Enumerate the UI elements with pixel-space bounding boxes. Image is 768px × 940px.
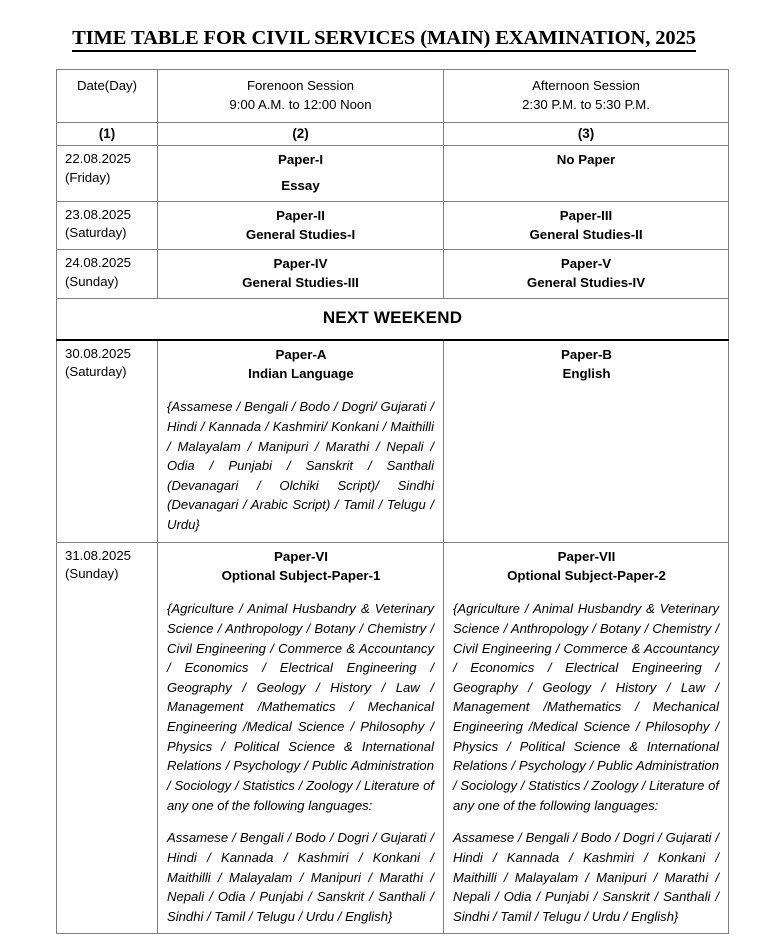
table-row (57, 340, 729, 543)
row-forenoon-cell (158, 201, 444, 250)
row-afternoon-cell (444, 201, 729, 250)
row-date: 23.08.2025 (65, 206, 132, 222)
afternoon-paper-subject: Optional Subject-Paper-2 (507, 568, 666, 584)
numbering-cell-3 (444, 123, 729, 146)
numbering-cell-1 (57, 123, 158, 146)
forenoon-paper-subject: Indian Language (248, 366, 354, 381)
row-day: (Sunday) (65, 566, 119, 582)
afternoon-paper-name: Paper-V (560, 256, 612, 272)
header-afternoon-time: 2:30 P.M. to 5:30 P.M. (522, 97, 650, 113)
table-row (57, 146, 729, 202)
afternoon-paper-subject: English (562, 366, 611, 381)
row-date-cell (57, 340, 158, 543)
next-weekend-label: NEXT WEEKEND (322, 307, 463, 327)
row-date: 22.08.2025 (65, 151, 132, 167)
forenoon-paper-name: Paper-II (276, 207, 325, 223)
forenoon-paper-subject: General Studies-III (242, 275, 359, 291)
row-afternoon-cell (444, 146, 729, 202)
forenoon-paper-name: Paper-A (275, 346, 327, 362)
page-title (0, 0, 768, 50)
row-day: (Friday) (65, 169, 111, 185)
table-numbering-row (57, 123, 729, 146)
column-number-3: (3) (577, 126, 595, 142)
row-forenoon-cell (158, 542, 444, 933)
row-date-cell (57, 542, 158, 933)
row-date-cell (57, 201, 158, 250)
row-date: 30.08.2025 (65, 345, 132, 361)
exam-timetable (56, 69, 729, 934)
row-afternoon-cell (444, 250, 729, 299)
row-date-cell (57, 250, 158, 299)
forenoon-paper-subject: Optional Subject-Paper-1 (221, 568, 381, 584)
column-number-2: (2) (292, 126, 309, 142)
column-number-1: (1) (98, 126, 116, 142)
row-day: (Sunday) (65, 273, 119, 289)
forenoon-paper-name: Paper-IV (273, 256, 328, 272)
next-weekend-divider-row (57, 298, 729, 340)
row-day: (Saturday) (65, 364, 127, 380)
row-forenoon-cell (158, 340, 444, 543)
forenoon-language-list: {Assamese / Bengali / Bodo / Dogri/ Gujarati / Hindi / Kannada / Kashmiri/ Konkani / Maithilli / Malayalam / Manipuri / Marathi / Nepali / Odia / Punjabi / Sanskrit / Santhali (Devanagari / Olchiki Script)/ Sindhi (Devanagari / Arabic Script) / Tamil / Telugu / Urdu} (167, 399, 434, 533)
row-date: 24.08.2025 (65, 255, 132, 271)
forenoon-paper-name: Paper-VI (274, 548, 328, 564)
header-cell-forenoon (158, 69, 444, 123)
afternoon-paper-subject: General Studies-II (529, 226, 643, 242)
table-header-row (57, 69, 729, 123)
forenoon-literature-languages-list: Assamese / Bengali / Bodo / Dogri / Gujarati / Hindi / Kannada / Kashmiri / Konkani / Maithilli / Malayalam / Manipuri / Marathi / Nepali / Odia / Punjabi / Sanskrit / Santhali / Sindhi / Tamil / Telugu / Urdu / English} (167, 830, 434, 924)
forenoon-paper-subject: General Studies-I (245, 226, 356, 242)
header-cell-date (57, 69, 158, 123)
row-forenoon-cell (158, 146, 444, 202)
afternoon-optional-subjects-list: {Agriculture / Animal Husbandry & Veterinary Science / Anthropology / Botany / Chemistry / Civil Engineering / Commerce & Accountancy / Economics / Electrical Engineering / Geography / Geology / History / Law / Management /Mathematics / Mechanical Engineering /Medical Science / Philosophy / Physics / Political Science & International Relations / Psychology / Public Administration / Sociology / Statistics / Zoology / Literature of any one of the following languages: (453, 601, 719, 813)
header-forenoon-time: 9:00 A.M. to 12:00 Noon (229, 97, 372, 113)
afternoon-paper-subject: General Studies-IV (526, 275, 646, 291)
forenoon-paper-subject: Essay (281, 178, 320, 194)
row-afternoon-cell (444, 340, 729, 543)
afternoon-paper-name: Paper-III (559, 207, 613, 223)
header-date-label: Date(Day) (76, 77, 138, 93)
table-row (57, 542, 729, 933)
header-forenoon-title: Forenoon Session (246, 77, 355, 93)
numbering-cell-2 (158, 123, 444, 146)
forenoon-paper-name: Paper-I (277, 152, 324, 168)
header-cell-afternoon (444, 69, 729, 123)
row-day: (Saturday) (65, 225, 127, 241)
afternoon-paper-name: Paper-B (561, 346, 612, 362)
afternoon-paper-name: No Paper (556, 152, 616, 168)
afternoon-literature-languages-list: Assamese / Bengali / Bodo / Dogri / Gujarati / Hindi / Kannada / Kashmiri / Konkani / Maithilli / Malayalam / Manipuri / Marathi / Nepali / Odia / Punjabi / Sanskrit / Santhali / Sindhi / Tamil / Telugu / Urdu / English} (453, 830, 719, 924)
table-row (57, 250, 729, 299)
row-date-cell (57, 146, 158, 202)
row-date: 31.08.2025 (65, 547, 132, 563)
afternoon-paper-name: Paper-VII (557, 548, 616, 564)
header-afternoon-title: Afternoon Session (532, 77, 640, 93)
row-forenoon-cell (158, 250, 444, 299)
forenoon-optional-subjects-list: {Agriculture / Animal Husbandry & Veterinary Science / Anthropology / Botany / Chemistry / Civil Engineering / Commerce & Accountancy / Economics / Electrical Engineering / Geography / Geology / History / Law / Management /Mathematics / Mechanical Engineering /Medical Science / Philosophy / Physics / Political Science & International Relations / Psychology / Public Administration / Sociology / Statistics / Zoology / Literature of any one of the following languages: (167, 601, 434, 813)
row-afternoon-cell (444, 542, 729, 933)
next-weekend-cell (57, 298, 729, 340)
page-title-text: TIME TABLE FOR CIVIL SERVICES (MAIN) EXAMINATION, 2025 (72, 27, 696, 52)
table-row (57, 201, 729, 250)
